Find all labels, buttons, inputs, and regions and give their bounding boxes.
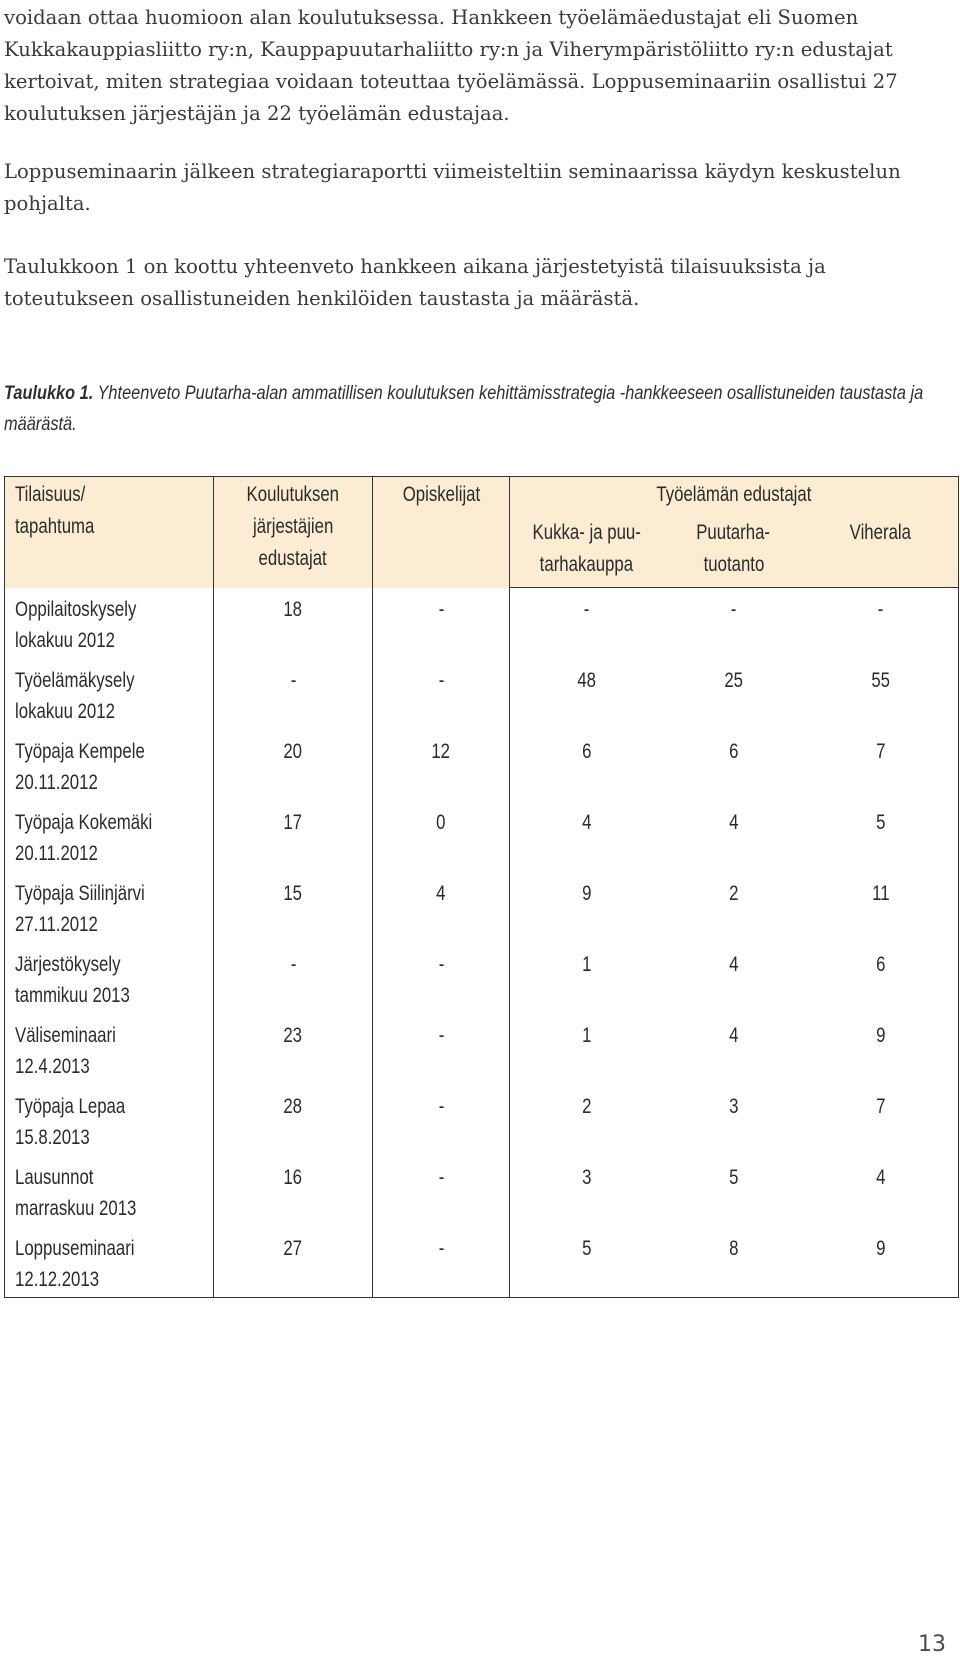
event-name: Väliseminaari — [15, 1023, 116, 1047]
cell-value: 11 — [872, 881, 890, 905]
event-name: Oppilaitoskysely — [15, 597, 137, 621]
cell-value: 4 — [582, 810, 592, 834]
cell-students — [373, 730, 510, 801]
cell-green — [804, 943, 959, 1014]
table-body — [5, 588, 959, 1298]
cell-value: 1 — [582, 1023, 592, 1047]
cell-event — [5, 1085, 214, 1156]
event-name: Järjestökysely — [15, 952, 121, 976]
event-name: Lausunnot — [15, 1165, 94, 1189]
event-name: Työpaja Lepaa — [15, 1094, 126, 1118]
cell-event — [5, 659, 214, 730]
event-name: Työpaja Siilinjärvi — [15, 881, 145, 905]
summary-table — [4, 476, 959, 1298]
header-garden-line1: Puutarha- — [696, 521, 771, 544]
header-organizers — [214, 477, 373, 588]
cell-value: 5 — [582, 1236, 592, 1260]
table-caption-text: Yhteenveto Puutarha-alan ammatillisen koulutuksen kehittämisstrategia -hankkeeseen osallistuneiden taustasta ja määrästä. — [4, 383, 924, 435]
cell-flower — [510, 1014, 664, 1085]
cell-flower — [510, 872, 664, 943]
cell-value: - — [438, 597, 444, 621]
cell-value: 7 — [876, 739, 886, 763]
cell-students — [373, 943, 510, 1014]
cell-flower — [510, 588, 664, 659]
event-date: 15.8.2013 — [15, 1125, 90, 1149]
cell-green — [804, 659, 959, 730]
header-students — [373, 477, 510, 588]
cell-garden — [664, 872, 804, 943]
cell-value: 16 — [283, 1165, 303, 1189]
header-green-label: Viherala — [850, 521, 912, 544]
cell-value: 9 — [876, 1236, 886, 1260]
cell-value: 4 — [728, 1023, 739, 1047]
cell-event — [5, 801, 214, 872]
cell-garden — [664, 1085, 804, 1156]
cell-event — [5, 588, 214, 659]
header-flower-line2: tarhakauppa — [540, 553, 634, 576]
header-flower-line1: Kukka- ja puu- — [532, 521, 641, 544]
event-date: 12.4.2013 — [15, 1054, 90, 1078]
table-row — [5, 1085, 959, 1156]
cell-event — [5, 730, 214, 801]
cell-value: 48 — [577, 668, 597, 692]
cell-flower — [510, 1085, 664, 1156]
header-event-line1: Tilaisuus/ — [15, 483, 86, 506]
header-organizers-line1: Koulutuksen — [246, 483, 340, 506]
cell-value: 6 — [876, 952, 886, 976]
cell-green — [804, 730, 959, 801]
event-date: lokakuu 2012 — [15, 628, 115, 652]
cell-value: 9 — [582, 881, 592, 905]
event-date: lokakuu 2012 — [15, 699, 115, 723]
cell-garden — [664, 1014, 804, 1085]
cell-value: 20 — [283, 739, 303, 763]
cell-value: 2 — [728, 881, 739, 905]
cell-green — [804, 872, 959, 943]
cell-garden — [664, 659, 804, 730]
cell-green — [804, 801, 959, 872]
event-date: 12.12.2013 — [15, 1267, 100, 1291]
cell-students — [373, 872, 510, 943]
cell-event — [5, 1156, 214, 1227]
cell-value: 9 — [876, 1023, 886, 1047]
table-row — [5, 801, 959, 872]
cell-value: 4 — [436, 881, 446, 905]
cell-value: 8 — [728, 1236, 739, 1260]
cell-value: 7 — [876, 1094, 886, 1118]
table-row — [5, 1156, 959, 1227]
cell-value: - — [438, 952, 444, 976]
cell-value: 12 — [431, 739, 451, 763]
page-number: 13 — [918, 1632, 946, 1657]
cell-flower — [510, 801, 664, 872]
cell-students — [373, 1227, 510, 1298]
cell-org — [214, 801, 373, 872]
event-date: 20.11.2012 — [15, 841, 98, 865]
cell-students — [373, 1156, 510, 1227]
header-organizers-line2: järjestäjien — [252, 515, 334, 538]
table-row — [5, 943, 959, 1014]
cell-green — [804, 1014, 959, 1085]
event-name: Työpaja Kempele — [15, 739, 145, 763]
table-row — [5, 659, 959, 730]
table-row — [5, 872, 959, 943]
cell-value: 25 — [724, 668, 743, 692]
cell-garden — [664, 588, 804, 659]
paragraph-intro: voidaan ottaa huomioon alan koulutuksessa. Hankkeen työelämäedustajat eli Suomen Kukkakauppiasliitto ry:n, Kauppapuutarhaliitto ry:n ja Viherympäristöliitto ry:n edustajat kertoivat, miten strategiaa voidaan toteuttaa työelämässä. Loppuseminaariin osallistui 27 koulutuksen järjestäjän ja 22 työelämän edustajaa. — [4, 6, 898, 125]
cell-value: - — [438, 1165, 444, 1189]
header-green-sector — [804, 511, 959, 588]
cell-value: 23 — [283, 1023, 303, 1047]
cell-flower — [510, 943, 664, 1014]
table-row — [5, 730, 959, 801]
cell-value: 3 — [728, 1094, 739, 1118]
event-date: 27.11.2012 — [15, 912, 98, 936]
event-date: 20.11.2012 — [15, 770, 98, 794]
cell-value: - — [583, 598, 590, 621]
cell-value: 5 — [728, 1165, 739, 1189]
cell-event — [5, 1227, 214, 1298]
cell-org — [214, 730, 373, 801]
cell-value: - — [438, 1023, 444, 1047]
cell-org — [214, 872, 373, 943]
cell-students — [373, 1014, 510, 1085]
cell-flower — [510, 1156, 664, 1227]
cell-value: 4 — [876, 1165, 886, 1189]
cell-garden — [664, 1156, 804, 1227]
cell-green — [804, 1085, 959, 1156]
cell-value: 17 — [283, 810, 303, 834]
header-work-group-label: Työelämän edustajat — [656, 483, 812, 506]
cell-org — [214, 1227, 373, 1298]
table-caption-label: Taulukko 1. — [4, 383, 94, 404]
cell-value: - — [438, 668, 444, 692]
cell-green — [804, 588, 959, 659]
cell-value: - — [290, 668, 296, 692]
cell-org — [214, 588, 373, 659]
cell-value: - — [290, 952, 296, 976]
cell-org — [214, 659, 373, 730]
cell-value: 6 — [582, 739, 592, 763]
cell-value: 4 — [728, 810, 739, 834]
cell-event — [5, 872, 214, 943]
cell-garden — [664, 943, 804, 1014]
header-students-label: Opiskelijat — [402, 483, 480, 506]
cell-flower — [510, 659, 664, 730]
header-garden-production — [664, 511, 804, 588]
cell-value: 5 — [876, 810, 886, 834]
cell-students — [373, 588, 510, 659]
cell-value: 15 — [283, 881, 303, 905]
header-organizers-line3: edustajat — [258, 547, 328, 570]
cell-org — [214, 943, 373, 1014]
event-name: Työpaja Kokemäki — [15, 810, 153, 834]
cell-value: 4 — [728, 952, 739, 976]
paragraph-table-intro: Taulukkoon 1 on koottu yhteenveto hankkeen aikana järjestetyistä tilaisuuksista ja toteutukseen osallistuneiden henkilöiden taustasta ja määrästä. — [4, 255, 826, 310]
header-garden-line2: tuotanto — [703, 553, 764, 576]
cell-flower — [510, 730, 664, 801]
cell-garden — [664, 1227, 804, 1298]
cell-value: 28 — [283, 1094, 303, 1118]
cell-flower — [510, 1227, 664, 1298]
cell-value: 6 — [728, 739, 739, 763]
cell-students — [373, 1085, 510, 1156]
header-work-group — [510, 477, 959, 512]
paragraph-report: Loppuseminaarin jälkeen strategiaraportti viimeisteltiin seminaarissa käydyn keskustelun pohjalta. — [4, 160, 901, 215]
table-row — [5, 1227, 959, 1298]
cell-org — [214, 1085, 373, 1156]
cell-value: - — [730, 598, 737, 621]
cell-value: 3 — [582, 1165, 592, 1189]
cell-org — [214, 1014, 373, 1085]
cell-value: 2 — [582, 1094, 592, 1118]
cell-event — [5, 1014, 214, 1085]
table-caption — [4, 378, 960, 440]
event-date: marraskuu 2013 — [15, 1196, 137, 1220]
cell-garden — [664, 801, 804, 872]
cell-event — [5, 943, 214, 1014]
cell-students — [373, 659, 510, 730]
cell-value: 27 — [283, 1236, 303, 1260]
event-date: tammikuu 2013 — [15, 983, 130, 1007]
cell-garden — [664, 730, 804, 801]
cell-green — [804, 1227, 959, 1298]
cell-green — [804, 1156, 959, 1227]
cell-value: 1 — [582, 952, 592, 976]
cell-org — [214, 1156, 373, 1227]
event-name: Työelämäkysely — [15, 668, 135, 692]
table-row — [5, 1014, 959, 1085]
cell-value: 55 — [871, 668, 891, 692]
cell-students — [373, 801, 510, 872]
header-flower-trade — [510, 511, 664, 588]
cell-value: - — [877, 598, 884, 621]
table-header — [5, 477, 959, 588]
header-event — [5, 477, 214, 588]
table-row — [5, 588, 959, 659]
cell-value: 0 — [436, 810, 446, 834]
cell-value: 18 — [283, 597, 303, 621]
cell-value: - — [438, 1236, 444, 1260]
cell-value: - — [438, 1094, 444, 1118]
header-event-line2: tapahtuma — [15, 515, 95, 538]
event-name: Loppuseminaari — [15, 1236, 135, 1260]
